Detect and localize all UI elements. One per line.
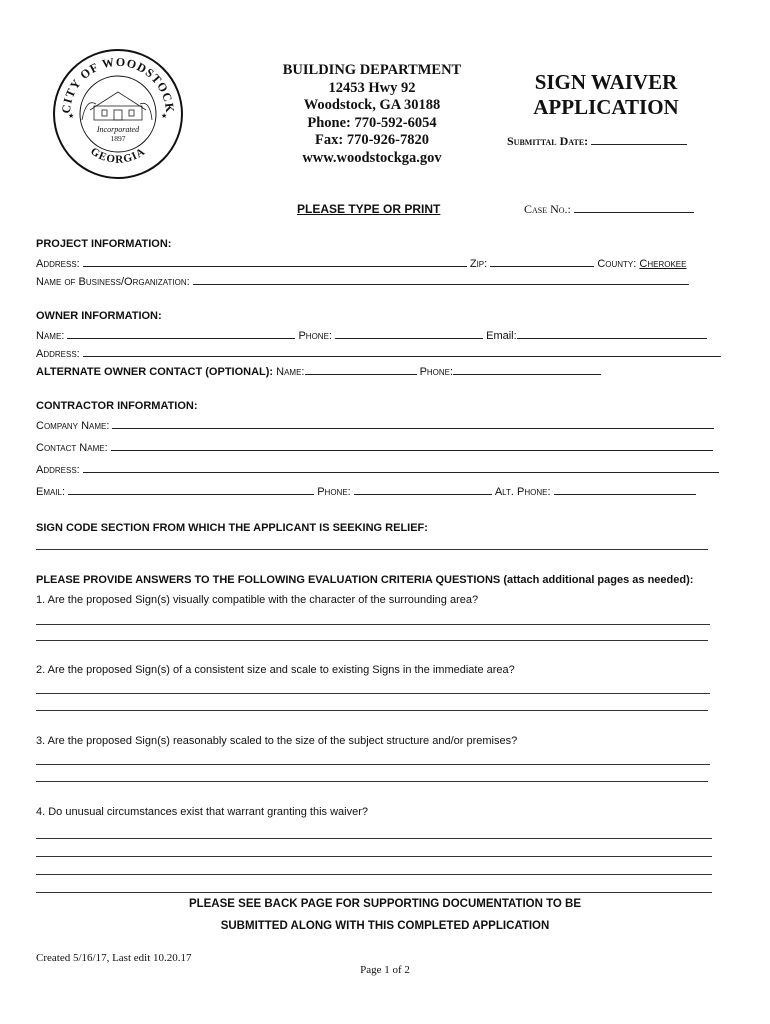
alternate-owner-phone-label: Phone: <box>419 366 454 378</box>
form-title <box>508 70 704 120</box>
page-number: Page 1 of 2 <box>360 964 410 976</box>
owner-address-row <box>36 346 721 361</box>
contractor-email-label: Email: <box>36 486 66 498</box>
contractor-address-field[interactable] <box>83 462 719 473</box>
contractor-info-heading: CONTRACTOR INFORMATION: <box>36 400 198 412</box>
svg-text:1897: 1897 <box>110 134 126 143</box>
submittal-date-label: Submittal Date: <box>507 134 589 148</box>
department-address-block <box>262 62 482 168</box>
contractor-phone-label: Phone: <box>317 486 351 498</box>
svg-text:★: ★ <box>161 112 168 120</box>
back-page-notice-line1: PLEASE SEE BACK PAGE FOR SUPPORTING DOCUMENTATION TO BE <box>188 898 582 910</box>
answer-4-line-2[interactable] <box>36 856 712 857</box>
department-website: www.woodstockga.gov <box>302 149 442 166</box>
zip-field[interactable] <box>490 256 594 267</box>
back-page-notice-line2: SUBMITTED ALONG WITH THIS COMPLETED APPLICATION <box>220 920 550 932</box>
contractor-alt-phone-label: Alt. Phone: <box>494 486 551 498</box>
owner-address-field[interactable] <box>83 346 721 357</box>
answer-4-line-3[interactable] <box>36 874 712 875</box>
answer-2-line-2[interactable] <box>36 710 708 711</box>
alternate-owner-row <box>36 364 601 379</box>
owner-email-label: Email: <box>486 330 517 342</box>
owner-name-row <box>36 328 707 343</box>
project-address-row <box>36 256 686 271</box>
department-city: Woodstock, GA 30188 <box>303 97 441 114</box>
county-value: Cherokee <box>639 258 687 270</box>
alternate-owner-name-field[interactable] <box>305 364 417 375</box>
answer-4-line-1[interactable] <box>36 838 712 839</box>
created-date-footer: Created 5/16/17, Last edit 10.20.17 <box>36 952 192 964</box>
sign-code-heading: SIGN CODE SECTION FROM WHICH THE APPLICANT IS SEEKING RELIEF: <box>36 522 428 534</box>
question-2: 2. Are the proposed Sign(s) of a consistent size and scale to existing Signs in the immediate area? <box>36 664 515 676</box>
contractor-company-row <box>36 418 714 433</box>
contractor-company-field[interactable] <box>112 418 714 429</box>
answer-4-line-4[interactable] <box>36 892 712 893</box>
question-4: 4. Do unusual circumstances exist that warrant granting this waiver? <box>36 806 368 818</box>
answer-1-line-1[interactable] <box>36 624 710 625</box>
contractor-phone-field[interactable] <box>354 484 492 495</box>
business-name-label: Name of Business/Organization: <box>36 276 190 288</box>
owner-name-field[interactable] <box>67 328 295 339</box>
contractor-contact-label: Contact Name: <box>36 442 108 454</box>
criteria-heading: PLEASE PROVIDE ANSWERS TO THE FOLLOWING EVALUATION CRITERIA QUESTIONS (attach additional pages as needed): <box>36 574 694 586</box>
zip-label: Zip: <box>469 258 488 270</box>
house-icon <box>82 92 152 120</box>
contractor-contact-field[interactable] <box>111 440 713 451</box>
owner-phone-field[interactable] <box>335 328 483 339</box>
city-seal-logo <box>52 48 184 180</box>
form-title-line2: APPLICATION <box>533 95 679 119</box>
department-street: 12453 Hwy 92 <box>328 79 416 96</box>
contractor-alt-phone-field[interactable] <box>554 484 696 495</box>
alternate-owner-name-label: Name: <box>276 366 305 378</box>
sign-code-answer-line[interactable] <box>36 549 708 550</box>
county-label: County: <box>597 258 637 270</box>
svg-text:★: ★ <box>68 112 75 120</box>
answer-2-line-1[interactable] <box>36 693 710 694</box>
form-title-line1: SIGN WAIVER <box>534 70 678 94</box>
svg-text:CITY OF WOODSTOCK: CITY OF WOODSTOCK <box>58 54 178 115</box>
case-number-line[interactable] <box>574 202 694 213</box>
department-name: BUILDING DEPARTMENT <box>282 62 462 78</box>
business-name-field[interactable] <box>193 274 689 285</box>
owner-info-heading: OWNER INFORMATION: <box>36 310 162 322</box>
project-address-field[interactable] <box>83 256 467 267</box>
contractor-email-row <box>36 484 696 499</box>
contractor-company-label: Company Name: <box>36 420 110 432</box>
answer-1-line-2[interactable] <box>36 640 708 641</box>
owner-address-label: Address: <box>36 348 80 360</box>
business-name-row <box>36 274 689 289</box>
department-fax: Fax: 770-926-7820 <box>315 132 429 149</box>
alternate-owner-label: ALTERNATE OWNER CONTACT (OPTIONAL): <box>36 366 274 378</box>
svg-text:Incorporated: Incorporated <box>96 125 140 134</box>
project-address-label: Address: <box>36 258 80 270</box>
contractor-address-label: Address: <box>36 464 80 476</box>
case-number-field[interactable] <box>524 202 694 217</box>
type-or-print-notice: PLEASE TYPE OR PRINT <box>297 202 441 216</box>
department-phone: Phone: 770-592-6054 <box>307 114 437 131</box>
answer-3-line-2[interactable] <box>36 781 708 782</box>
owner-phone-label: Phone: <box>298 330 332 342</box>
alternate-owner-phone-field[interactable] <box>453 364 601 375</box>
contractor-address-row <box>36 462 719 477</box>
question-3: 3. Are the proposed Sign(s) reasonably scaled to the size of the subject structure and/or premises? <box>36 735 518 747</box>
contractor-contact-row <box>36 440 713 455</box>
owner-name-label: Name: <box>36 330 65 342</box>
project-info-heading: PROJECT INFORMATION: <box>36 238 172 250</box>
submittal-date-field[interactable] <box>507 134 687 149</box>
contractor-email-field[interactable] <box>68 484 314 495</box>
answer-3-line-1[interactable] <box>36 764 710 765</box>
svg-text:GEORGIA: GEORGIA <box>88 145 148 166</box>
case-number-label: Case No.: <box>524 202 571 216</box>
owner-email-field[interactable] <box>517 328 707 339</box>
submittal-date-line[interactable] <box>591 134 687 145</box>
question-1: 1. Are the proposed Sign(s) visually compatible with the character of the surrounding area? <box>36 594 479 606</box>
